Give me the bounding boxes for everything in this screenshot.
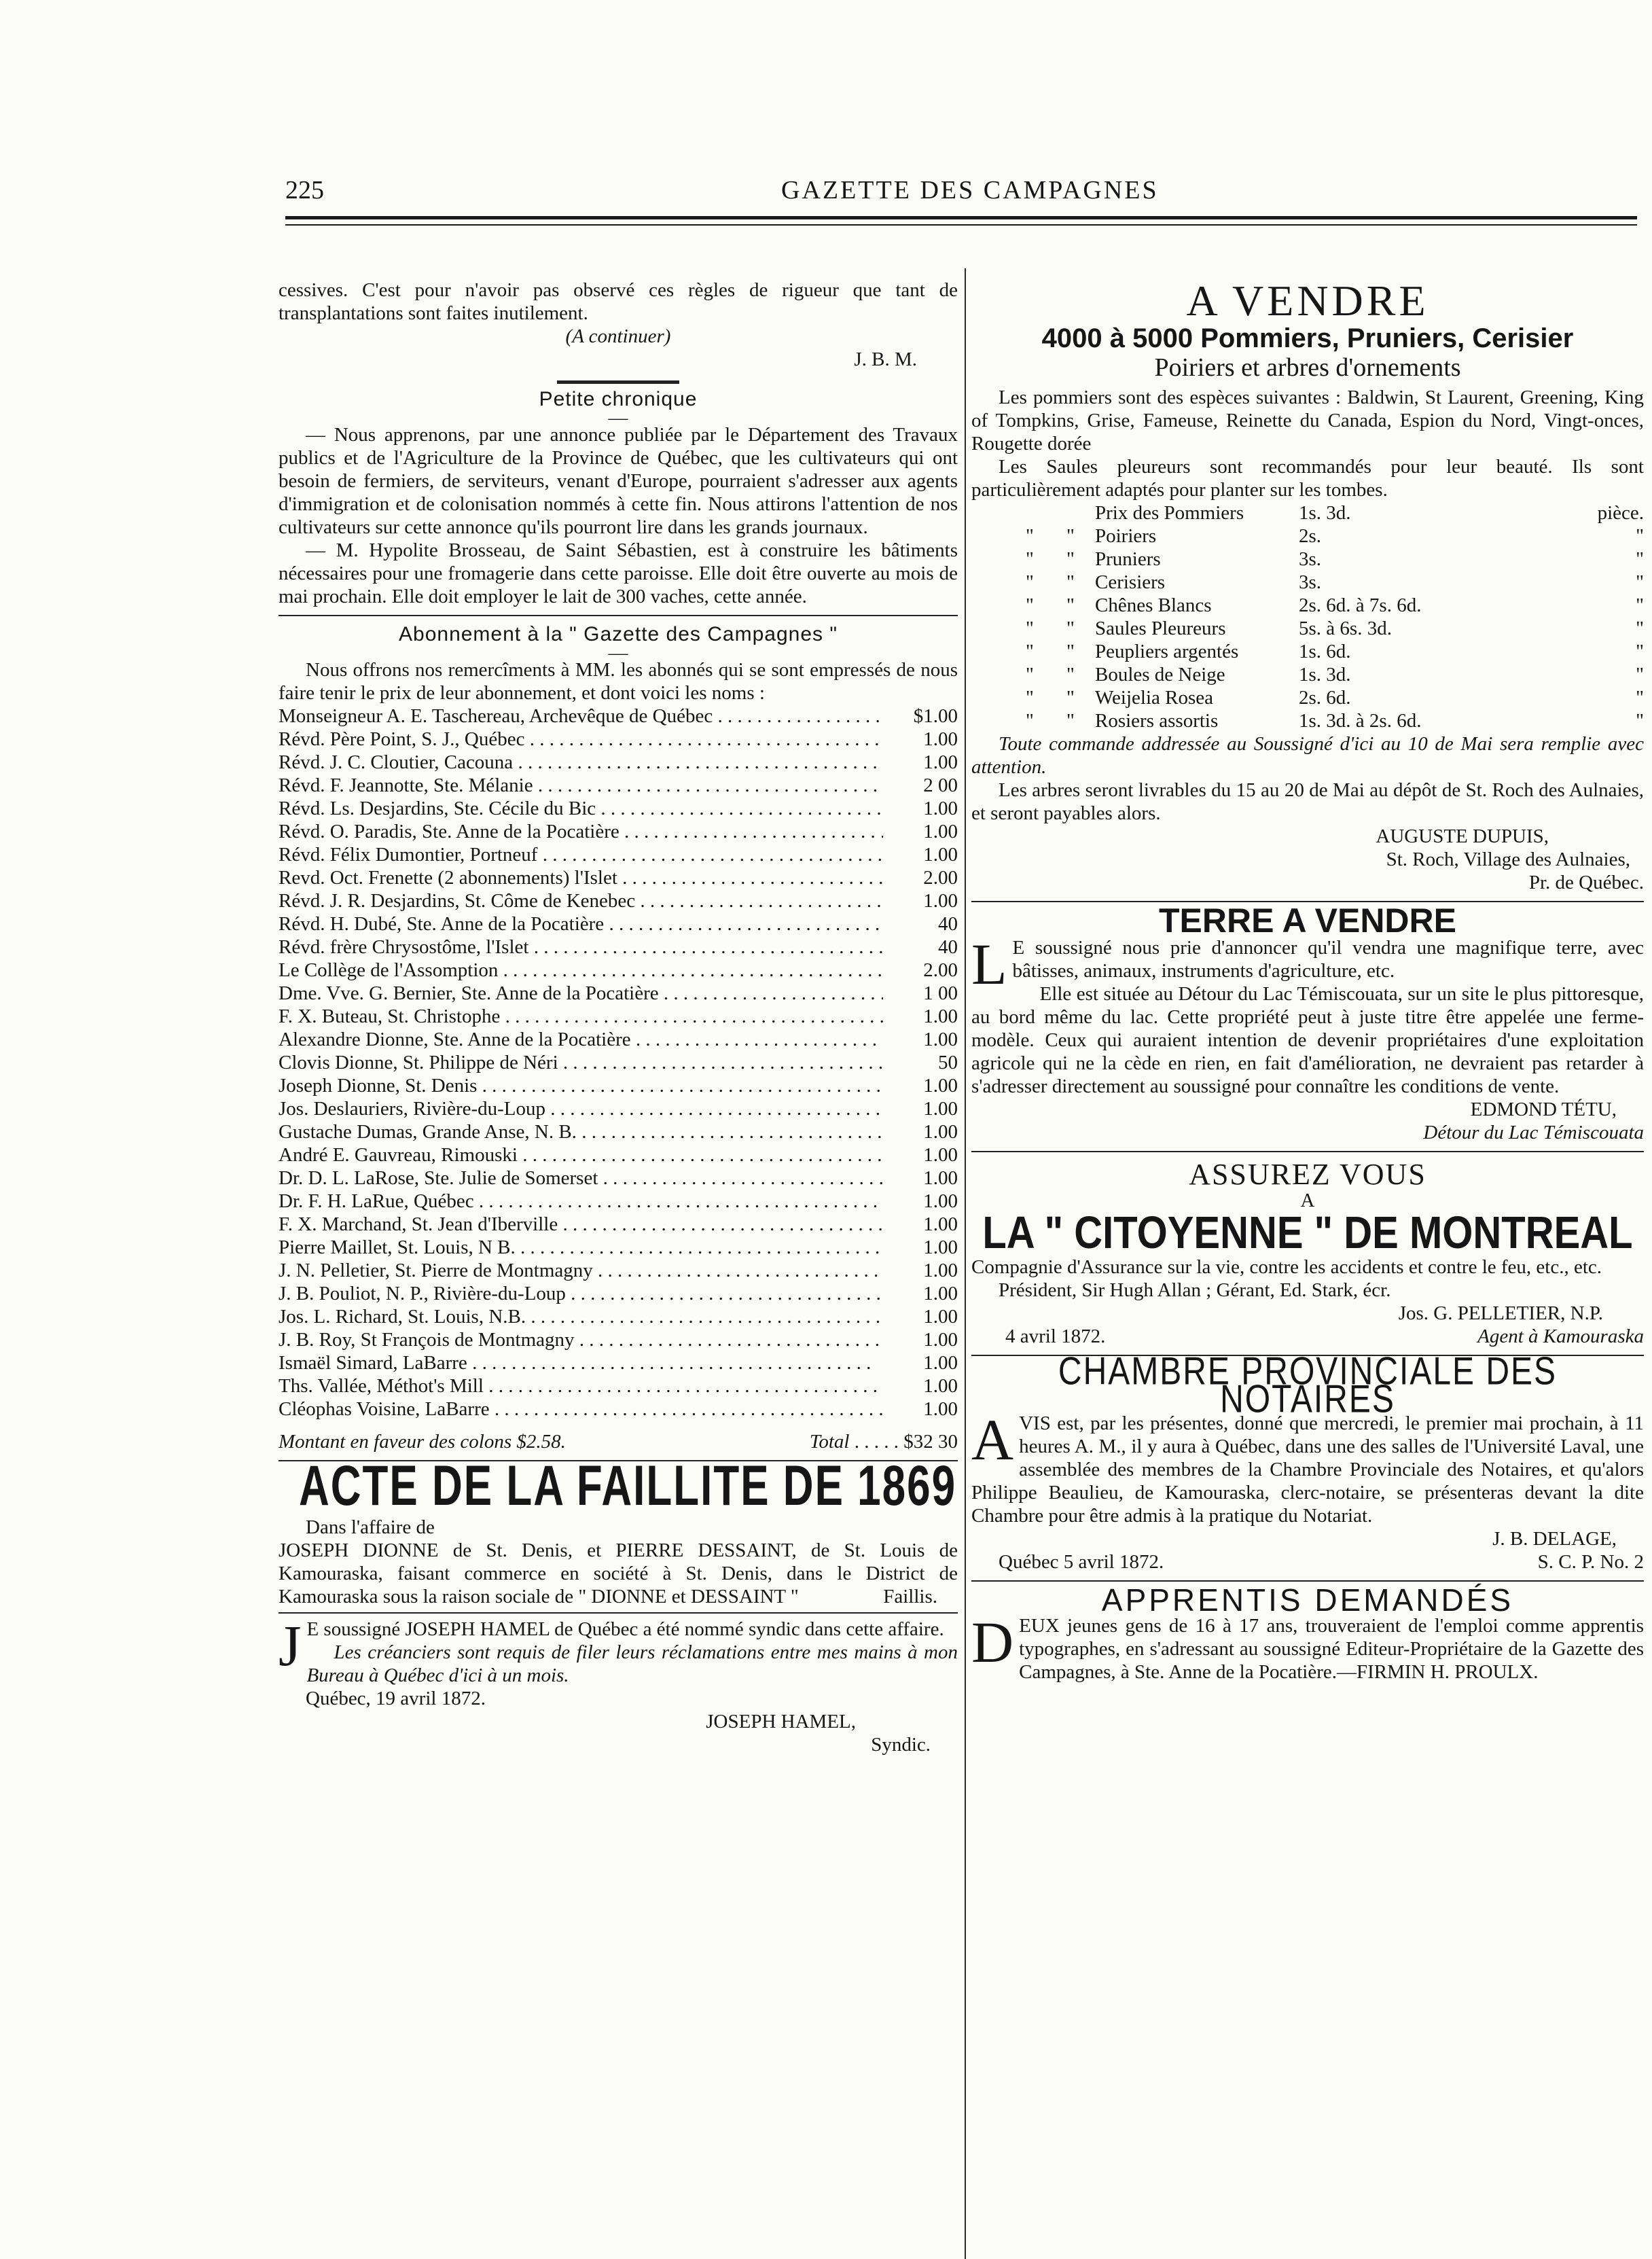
subscriber-name: Alexandre Dionne, Ste. Anne de la Pocatière . . . (279, 1028, 883, 1051)
subscriber-name: Révd. Père Point, S. J., Québec . . . (279, 728, 883, 751)
vendre-paragraph-2: Les Saules pleureurs sont recommandés pour leur beauté. Ils sont particulièrement adaptés pour planter sur les tombes. (971, 456, 1644, 501)
subscriber-amount: 1.00 (923, 1006, 958, 1027)
assurez-a: A (1300, 1190, 1315, 1211)
ditto-mark: " (1066, 710, 1075, 732)
subscriber-amount: 1.00 (923, 751, 958, 773)
price-list (971, 501, 1644, 732)
price-row (1026, 594, 1644, 617)
chronique-paragraph-2: — M. Hypolite Brosseau, de Saint Sébastien, est à construire les bâtiments nécessaires pour une fromagerie dans cette paroisse. Elle doit être ouverte au mois de mai prochain. Elle doit employer le lait de 300 vaches, cette année. (279, 539, 958, 607)
ditto-mark: " (1026, 571, 1034, 593)
price-unit: " (1636, 525, 1644, 547)
ditto-mark: " (1026, 594, 1034, 616)
vendre-signature-3: Pr. de Québec. (1528, 872, 1644, 893)
tree-name: Peupliers argentés (1095, 641, 1239, 662)
acte-body: JOSEPH DIONNE de St. Denis, et PIERRE DESSAINT, de St. Louis de Kamouraska, faisant commerce en société à St. Denis, dans le District de Kamouraska sous la raison sociale de " DIONNE et DESSAINT " (279, 1540, 958, 1607)
continue-note: (A continuer) (565, 325, 671, 347)
price-row (1026, 663, 1644, 686)
section-rule (971, 1580, 1644, 1582)
subscriber-row (279, 843, 958, 866)
intro-paragraph: cessives. C'est pour n'avoir pas observé ces règles de rigueur que tant de transplantations sont faites inutilement. (279, 279, 958, 324)
subscriber-row (279, 959, 958, 982)
subscriber-row (279, 866, 958, 889)
subscriber-amount: 1.00 (923, 728, 958, 750)
price-row (1026, 571, 1644, 594)
subscriber-amount: 1.00 (923, 1283, 958, 1304)
subscriber-name: Cléophas Voisine, LaBarre . . . (279, 1398, 883, 1421)
abonnement-title: Abonnement à la " Gazette des Campagnes " (399, 623, 838, 645)
subscriber-name: Joseph Dionne, St. Denis . . . (279, 1074, 883, 1097)
subscriber-name: Dme. Vve. G. Bernier, Ste. Anne de la Pocatière . . . (279, 982, 883, 1005)
ditto-mark: " (1026, 710, 1034, 732)
subscriber-name: Revd. Oct. Frenette (2 abonnements) l'Islet . . . (279, 866, 883, 889)
subscriber-amount: 1.00 (923, 1329, 958, 1351)
subscriber-row (279, 1236, 958, 1259)
subscriber-amount: 1.00 (923, 821, 958, 842)
chambre-signature: J. B. DELAGE, (1492, 1528, 1617, 1550)
ditto-mark: " (1066, 594, 1075, 616)
subscriber-name: Ismaël Simard, LaBarre . . . (279, 1351, 883, 1374)
price-unit: " (1636, 687, 1644, 709)
subscriber-name: Gustache Dumas, Grande Anse, N. B. . . . (279, 1120, 883, 1143)
terre-paragraph-2: Elle est située au Détour du Lac Témiscouata, sur un site le plus pittoresque, au bord même du lac. Cette propriété peut à juste titre être appelée une ferme-modèle. Ceux qui auraient intention de devenir propriétaires d'une exploitation agricole qui ne la cède en rien, en fait d'amélioration, ne devraient pas retarder à s'adresser directement au soussigné pour connaître les conditions de vente. (971, 983, 1644, 1097)
vendre-subtitle-1: 4000 à 5000 Pommiers, Pruniers, Cerisier (1041, 323, 1574, 353)
subscriber-row (279, 774, 958, 797)
subscriber-name: Révd. H. Dubé, Ste. Anne de la Pocatière . . . (279, 912, 883, 936)
vendre-paragraph-1: Les pommiers sont des espèces suivantes : Baldwin, St Laurent, Greening, King of Tompkins, Grise, Fameuse, Reinette du Canada, Espion du Nord, Vingt-onces, Rougette dorée (971, 387, 1644, 455)
vendre-signature-2: St. Roch, Village des Aulnaies, (1386, 849, 1630, 870)
acte-faillis: Faillis. (883, 1586, 937, 1607)
price-unit: " (1636, 618, 1644, 639)
subscriber-name: Jos. Deslauriers, Rivière-du-Loup . . . (279, 1097, 883, 1120)
subscriber-amount: 1.00 (923, 1398, 958, 1420)
ditto-mark: " (1066, 548, 1075, 570)
acte-signature: JOSEPH HAMEL, (706, 1711, 856, 1732)
newspaper-title: GAZETTE DES CAMPAGNES (781, 176, 1159, 204)
subscriber-row (279, 705, 958, 728)
subscriber-amount: 1.00 (923, 1190, 958, 1212)
acte-signature-role: Syndic. (871, 1734, 931, 1756)
subscriber-amount: 1.00 (923, 1213, 958, 1235)
subscriber-name: J. B. Roy, St François de Montmagny . . . (279, 1328, 883, 1351)
subscriber-amount: 1.00 (923, 890, 958, 912)
subscriber-amount: 2.00 (923, 867, 958, 889)
subscriber-amount: 50 (938, 1052, 958, 1073)
acte-title: ACTE DE LA FAILLITE DE 1869 (299, 1454, 957, 1518)
subscriber-amount: 1 00 (923, 982, 958, 1004)
ditto-mark: " (1066, 618, 1075, 639)
subscriber-row (279, 728, 958, 751)
total-label: Total (809, 1431, 850, 1453)
ditto-mark (1026, 501, 1066, 524)
abonnement-intro: Nous offrons nos remercîments à MM. les abonnés qui se sont empressés de nous faire tenir le prix de leur abonnement, et dont voici les noms : (279, 659, 958, 704)
price-row (1026, 548, 1644, 571)
chambre-paragraph: VIS est, par les présentes, donné que mercredi, le premier mai prochain, à 11 heures A. M., il y aura à Québec, dans une des salles de l'Université Laval, une assemblée des membres de la Chambre Provinciale des Notaires, et qu'alors Philippe Beaulieu, de Kamouraska, clerc-notaire, se présenteras devant la dite Chambre pour être admis à la pratique du Notariat. (971, 1412, 1644, 1527)
subscriber-amount: 1.00 (923, 1375, 958, 1397)
tree-name: Rosiers assortis (1095, 710, 1219, 732)
section-rule (279, 615, 958, 616)
subscriber-name: Jos. L. Richard, St. Louis, N.B. . . . (279, 1305, 883, 1328)
subscriber-amount: 1.00 (923, 1144, 958, 1166)
apprentis-paragraph: EUX jeunes gens de 16 à 17 ans, trouveraient de l'emploi comme apprentis typographes, en s'adressant au soussigné Editeur-Propriétaire de la Gazette des Campagnes, à Ste. Anne de la Pocatière.—FIRMIN H. PROULX. (1019, 1615, 1644, 1683)
ditto-mark: " (1066, 664, 1075, 686)
section-divider (557, 380, 679, 384)
subscriber-name: Révd. J. C. Cloutier, Cacouna . . . (279, 751, 883, 774)
chambre-signature-2: S. C. P. No. 2 (1537, 1551, 1644, 1573)
tree-name: Saules Pleureurs (1095, 618, 1226, 639)
subscriber-row (279, 1190, 958, 1213)
price-row (1026, 501, 1644, 524)
price-unit: " (1636, 548, 1644, 570)
subscriber-row (279, 1051, 958, 1074)
tree-price: 2s. 6d. à 7s. 6d. (1299, 594, 1422, 616)
intro-signature: J. B. M. (854, 349, 917, 370)
subscriber-row (279, 1282, 958, 1305)
section-rule (971, 1151, 1644, 1152)
subscriber-row (279, 1028, 958, 1051)
chronique-title: Petite chronique (539, 388, 698, 410)
price-unit: " (1636, 664, 1644, 686)
terre-paragraph-1: E soussigné nous prie d'annoncer qu'il vendra une magnifique terre, avec bâtisses, animaux, instruments d'agriculture, etc. (1012, 937, 1644, 982)
ditto-mark: " (1026, 687, 1034, 709)
subscriber-list (279, 705, 958, 1421)
subscriber-name: André E. Gauvreau, Rimouski . . . (279, 1143, 883, 1167)
price-row (1026, 709, 1644, 732)
tree-price: 3s. (1299, 548, 1322, 570)
acte-intro: Dans l'affaire de (306, 1516, 435, 1538)
header-rule (285, 216, 1637, 219)
subscriber-amount: 1.00 (923, 1167, 958, 1189)
tree-price: 1s. 3d. (1299, 502, 1351, 524)
tree-name: Weijelia Rosea (1095, 687, 1214, 709)
subscriber-name: F. X. Marchand, St. Jean d'Iberville . . . (279, 1213, 883, 1236)
subscriber-row (279, 1328, 958, 1351)
subscriber-amount: 1.00 (923, 1237, 958, 1258)
subscriber-row (279, 1398, 958, 1421)
chambre-footer (971, 1550, 1644, 1573)
subscriber-row (279, 1005, 958, 1028)
ditto-mark: " (1066, 525, 1075, 547)
drop-cap-l: L (971, 931, 1007, 997)
price-row (1026, 524, 1644, 548)
assurez-paragraph-2: Président, Sir Hugh Allan ; Gérant, Ed. Stark, écr. (999, 1279, 1391, 1301)
subscriber-amount: 1.00 (923, 1121, 958, 1143)
subscriber-amount: 40 (938, 936, 958, 958)
acte-date: Québec, 19 avril 1872. (306, 1688, 486, 1709)
drop-cap-j: J (279, 1613, 302, 1678)
assurez-title: ASSUREZ VOUS (1189, 1158, 1426, 1191)
drop-cap-a: A (971, 1407, 1014, 1472)
subscriber-row (279, 820, 958, 843)
subscriber-row (279, 1097, 958, 1120)
subscriber-row (279, 797, 958, 820)
subscriber-name: Le Collège de l'Assomption . . . (279, 959, 883, 982)
ditto-mark: " (1026, 664, 1034, 686)
header-rule-thin (285, 224, 1637, 226)
subscriber-name: Monseigneur A. E. Taschereau, Archevêque de Québec . . . (279, 705, 883, 728)
section-rule (279, 1612, 958, 1614)
total-colons: Montant en faveur des colons $2.58. (279, 1431, 566, 1453)
ditto-mark: " (1066, 571, 1075, 593)
tree-name: Pruniers (1095, 548, 1161, 570)
chronique-paragraph-1: — Nous apprenons, par une annonce publiée par le Département des Travaux publics et de l'Agriculture de la Province de Québec, que les cultivateurs qui ont besoin de fermiers, de serviteurs, venant d'Europe, pourraient s'adresser aux agents d'immigration et de colonisation nommés à cette fin. Nous attirons l'attention de nos cultivateurs sur cette annonce qu'ils pourront lire dans les grands journaux. (279, 424, 958, 538)
subscriber-amount: 1.00 (923, 1352, 958, 1374)
assurez-footer (971, 1325, 1644, 1348)
price-unit: " (1636, 594, 1644, 616)
subscriber-name: Révd. O. Paradis, Ste. Anne de la Pocatière . . . (279, 820, 883, 843)
subscriber-row (279, 889, 958, 912)
subscriber-row (279, 1305, 958, 1328)
subscriber-row (279, 936, 958, 959)
assurez-date: 4 avril 1872. (1005, 1326, 1106, 1347)
tree-name: Prix des Pommiers (1095, 502, 1244, 524)
subscriber-row (279, 1143, 958, 1167)
subscriber-name: Révd. frère Chrysostôme, l'Islet . . . (279, 936, 883, 959)
tree-price: 5s. à 6s. 3d. (1299, 618, 1392, 639)
acte-paragraph-2: Les créanciers sont requis de filer leurs réclamations entre mes mains à mon Bureau à Québec d'ici à un mois. (306, 1641, 958, 1686)
assurez-company: LA " CITOYENNE " DE MONTREAL (982, 1207, 1633, 1258)
subscriber-name: Dr. D. L. LaRose, Ste. Julie de Somerset . . . (279, 1167, 883, 1190)
ditto-mark: " (1026, 548, 1034, 570)
price-row (1026, 640, 1644, 663)
tree-price: 3s. (1299, 571, 1322, 593)
terre-signature: EDMOND TÉTU, (1470, 1099, 1617, 1120)
tree-name: Poiriers (1095, 525, 1157, 547)
chronique-dash: — (608, 407, 628, 429)
price-unit: " (1636, 641, 1644, 662)
subscriber-row (279, 751, 958, 774)
subscriber-amount: 1.00 (923, 844, 958, 866)
subscriber-row (279, 1259, 958, 1282)
subscriber-name: Ths. Vallée, Méthot's Mill . . . (279, 1374, 883, 1398)
subscriber-name: Révd. F. Jeannotte, Ste. Mélanie . . . (279, 774, 883, 797)
terre-signature-2: Détour du Lac Témiscouata (1423, 1122, 1644, 1143)
subscriber-row (279, 1213, 958, 1236)
tree-price: 2s. 6d. (1299, 687, 1351, 709)
drop-cap-d: D (971, 1609, 1014, 1675)
price-row (1026, 686, 1644, 709)
price-unit: " (1636, 571, 1644, 593)
subscriber-name: Pierre Maillet, St. Louis, N B. . . . (279, 1236, 883, 1259)
price-unit: " (1636, 710, 1644, 732)
subscriber-row (279, 1351, 958, 1374)
ditto-mark: " (1066, 641, 1075, 662)
ditto-mark: " (1026, 618, 1034, 639)
total-value: $32 30 (903, 1431, 958, 1453)
subscriber-name: J. B. Pouliot, N. P., Rivière-du-Loup . . . (279, 1282, 883, 1305)
tree-name: Chênes Blancs (1095, 594, 1212, 616)
chambre-title: CHAMBRE PROVINCIALE DES NOTAIRES (1058, 1350, 1558, 1421)
subscriber-amount: 2.00 (923, 959, 958, 981)
subscriber-row (279, 982, 958, 1005)
tree-price: 1s. 3d. à 2s. 6d. (1299, 710, 1422, 732)
tree-price: 1s. 3d. (1299, 664, 1351, 686)
vendre-paragraph-4: Les arbres seront livrables du 15 au 20 de Mai au dépôt de St. Roch des Aulnaies, et seront payables alors. (971, 779, 1644, 824)
vendre-signature: AUGUSTE DUPUIS, (1376, 825, 1549, 847)
assurez-signature-2: Agent à Kamouraska (1477, 1326, 1644, 1347)
column-separator (965, 268, 966, 2259)
subscriber-row (279, 1374, 958, 1398)
ditto-mark (1066, 501, 1095, 524)
page-number: 225 (285, 176, 324, 204)
subscriber-row (279, 1167, 958, 1190)
subscriber-amount: 1.00 (923, 1029, 958, 1050)
subscriber-name: Révd. Ls. Desjardins, Ste. Cécile du Bic . . . (279, 797, 883, 820)
subscriber-amount: $1.00 (913, 705, 958, 727)
subscriber-name: Révd. J. R. Desjardins, St. Côme de Kenebec . . . (279, 889, 883, 912)
subscriber-row (279, 912, 958, 936)
ditto-mark: " (1066, 687, 1075, 709)
subscriber-amount: 1.00 (923, 1306, 958, 1328)
price-row (1026, 617, 1644, 640)
ditto-mark: " (1026, 525, 1034, 547)
subscriber-name: Révd. Félix Dumontier, Portneuf . . . (279, 843, 883, 866)
ditto-mark: " (1026, 641, 1034, 662)
subscriber-row (279, 1074, 958, 1097)
tree-price: 1s. 6d. (1299, 641, 1351, 662)
subscriber-amount: 1.00 (923, 1075, 958, 1097)
assurez-paragraph-1: Compagnie d'Assurance sur la vie, contre les accidents et contre le feu, etc., etc. (971, 1256, 1602, 1278)
tree-name: Cerisiers (1095, 571, 1166, 593)
subscriber-amount: 2 00 (923, 775, 958, 796)
acte-paragraph-1: E soussigné JOSEPH HAMEL de Québec a été nommé syndic dans cette affaire. (306, 1618, 944, 1640)
subscriber-amount: 1.00 (923, 1260, 958, 1281)
subscriber-name: Dr. F. H. LaRue, Québec . . . (279, 1190, 883, 1213)
subscriber-amount: 1.00 (923, 1098, 958, 1120)
subscriber-row (279, 1120, 958, 1143)
tree-price: 2s. (1299, 525, 1322, 547)
terre-title: TERRE A VENDRE (1158, 902, 1456, 940)
subscriber-name: Clovis Dionne, St. Philippe de Néri . . . (279, 1051, 883, 1074)
subscriber-amount: 40 (938, 913, 958, 935)
vendre-paragraph-3: Toute commande addressée au Soussigné d'ici au 10 de Mai sera remplie avec attention. (971, 733, 1644, 778)
subscriber-amount: 1.00 (923, 798, 958, 819)
vendre-subtitle-2: Poiriers et arbres d'ornements (1154, 353, 1461, 382)
total-row: Montant en faveur des colons $2.58. Total . . . . . $32 30 (279, 1431, 958, 1453)
subscriber-name: J. N. Pelletier, St. Pierre de Montmagny . . . (279, 1259, 883, 1282)
subscriber-name: F. X. Buteau, St. Christophe . . . (279, 1005, 883, 1028)
apprentis-title: APPRENTIS DEMANDÉS (1101, 1582, 1514, 1618)
price-unit: pièce. (1597, 502, 1644, 524)
abonnement-dash: — (608, 642, 628, 664)
tree-name: Boules de Neige (1095, 664, 1225, 686)
right-column (971, 279, 1644, 1684)
left-column (279, 279, 958, 1756)
assurez-signature: Jos. G. PELLETIER, N.P. (1398, 1302, 1603, 1324)
vendre-title: A VENDRE (1186, 277, 1429, 325)
chambre-date: Québec 5 avril 1872. (999, 1551, 1164, 1573)
